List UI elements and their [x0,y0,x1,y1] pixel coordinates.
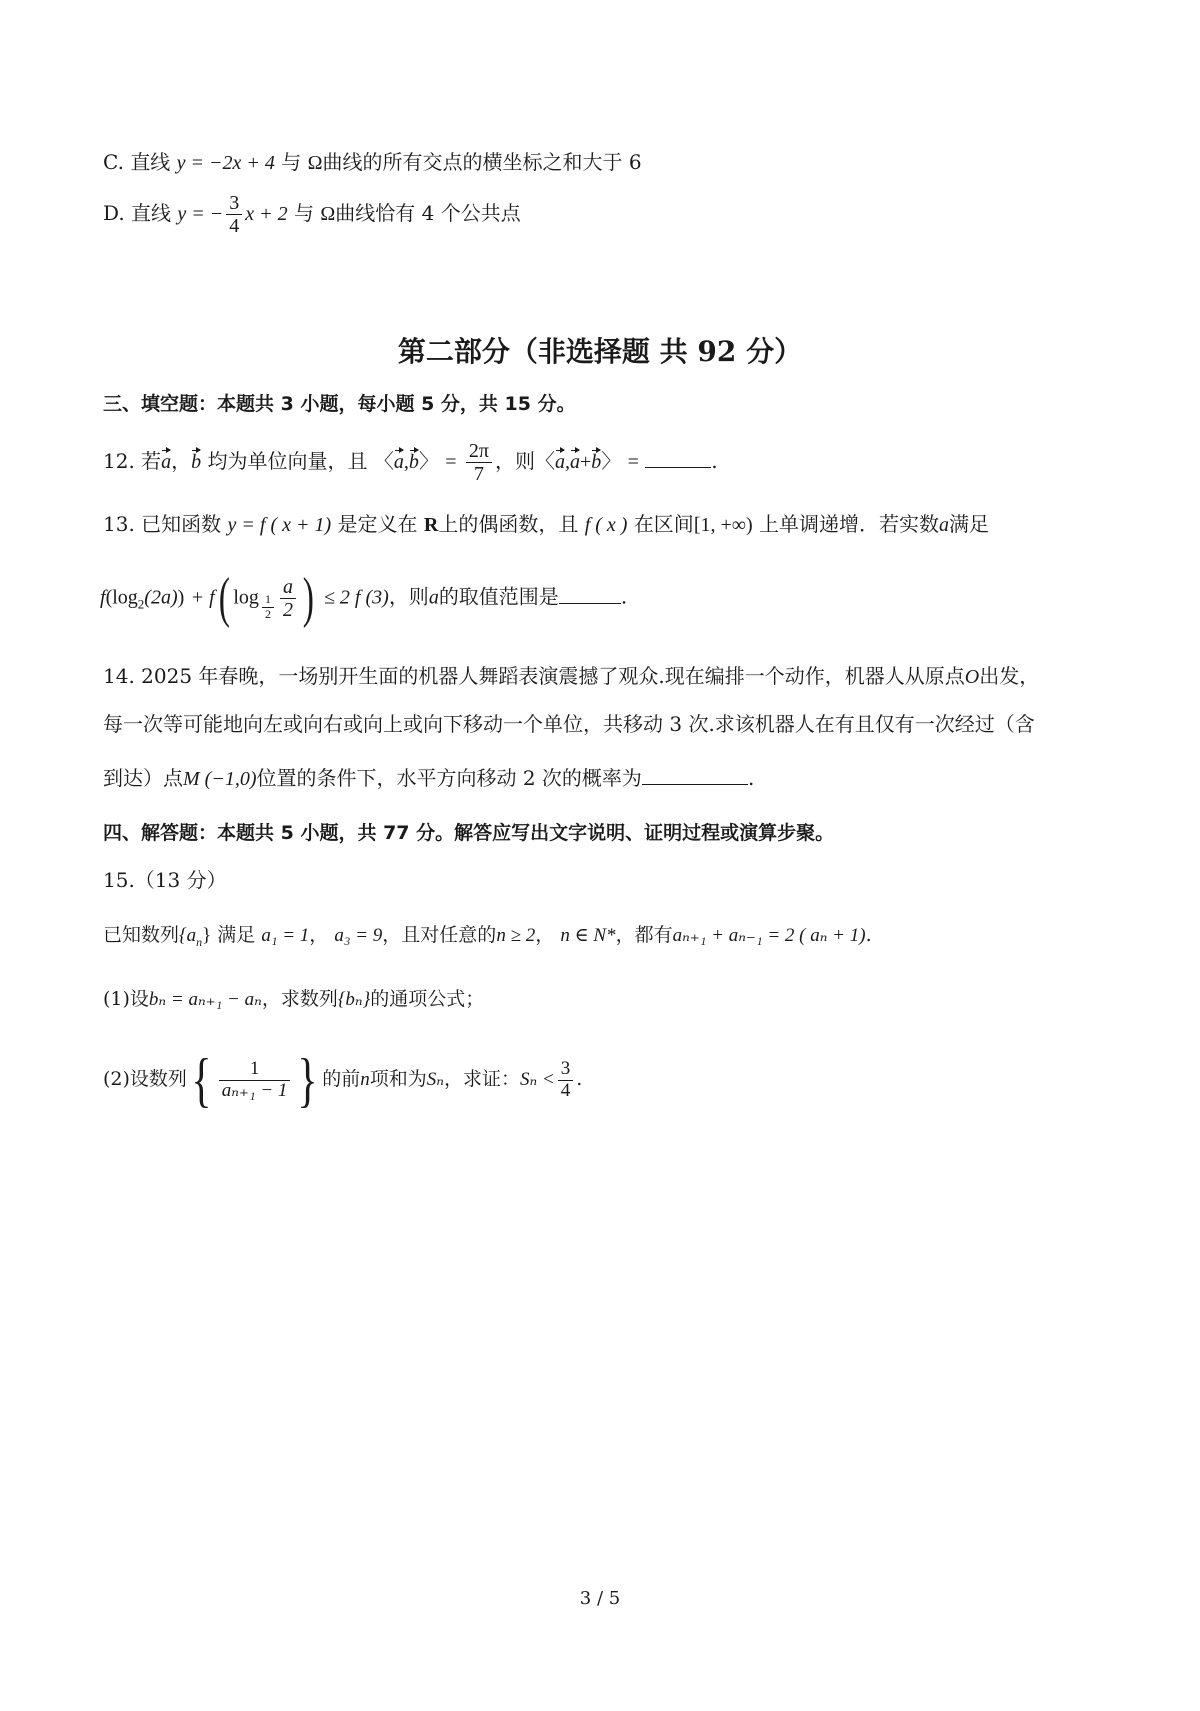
answer-blank [645,447,711,468]
question-15-part2: (2)设数列{ $\frac{1}{\text{aₙ₊₁ − 1}}$ } 的前n项和为Sₙ，求证：Sₙ < $\frac{3}{4}$ . [103,1047,583,1113]
option-label: D. [103,201,125,225]
question-13-condition: $f(\log_2(2a)) + f$( log $\frac{1}{2}$ $\frac{a}{2}$ ) ≤ 2 f (3)，则a的取值范围是 . [100,567,628,629]
option-c: C. 直线 y = −2x + 4 与 Ω曲线的所有交点的横坐标之和大于 6 [103,150,642,174]
part-title: 第二部分（非选择题 共 92 分） [397,335,803,368]
option-d: D. 直线 y = − $\frac{3}{4}$ x + 2 与 Ω曲线恰有 4 个公共点 [103,192,521,237]
log-base-fraction: $\frac{1}{2}$ [262,593,274,620]
question-number: 13. [103,512,135,536]
answer-blank [559,583,621,604]
option-label: C. [103,150,124,174]
fraction: $\frac{3}{4}$ [558,1059,574,1102]
fraction: $\frac{3}{4}$ [226,192,242,237]
question-14-line2: 每一次等可能地向左或向右或向上或向下移动一个单位，共移动 3 次.求该机器人在有且仅有一次经过（含 [103,712,1035,736]
question-15-head: 15.（13 分） [103,868,227,892]
question-15-statement: 已知数列$\{a_n\}$ 满足 a₁ = 1， a₃ = 9，且对任意的n ≥ 2， n ∈ N*，都有aₙ₊₁ + aₙ₋₁ = 2 ( aₙ + 1). [103,924,872,949]
fraction: $\frac{1}{\text{aₙ₊₁ − 1}}$ [219,1059,291,1102]
page-number: 3 / 5 [579,1588,621,1609]
equation: y = −2x + 4 [176,152,275,174]
question-14-line3: 到达）点M (−1,0)位置的条件下，水平方向移动 2 次的概率为 . [103,766,755,790]
question-12: 12. 若a，b 均为单位向量，且 〈a,b〉 = $\frac{2\pi}{7}$ ，则〈a,a+b〉 = . [103,440,718,485]
question-14: 14. 2025 年春晚，一场别开生面的机器人舞蹈表演震撼了观众.现在编排一个动作，机器人从原点O出发， [103,664,1040,688]
fraction: $\frac{2\pi}{7}$ [466,440,492,485]
fraction: $\frac{a}{2}$ [280,576,296,621]
answer-blank [642,764,748,785]
question-number: 12. [103,449,135,473]
question-13: 13. 已知函数 y = f ( x + 1) 是定义在 R上的偶函数，且 f ( x ) 在区间[1, +∞) 上单调递增．若实数a满足 [103,512,990,536]
section-header: 三、填空题：本题共 3 小题，每小题 5 分，共 15 分。 [103,393,576,415]
question-15-part1: (1)设bₙ = aₙ₊₁ − aₙ，求数列{bₙ}的通项公式； [103,988,485,1010]
section-header: 四、解答题：本题共 5 小题，共 77 分。解答应写出文字说明、证明过程或演算步聚。 [103,822,835,844]
